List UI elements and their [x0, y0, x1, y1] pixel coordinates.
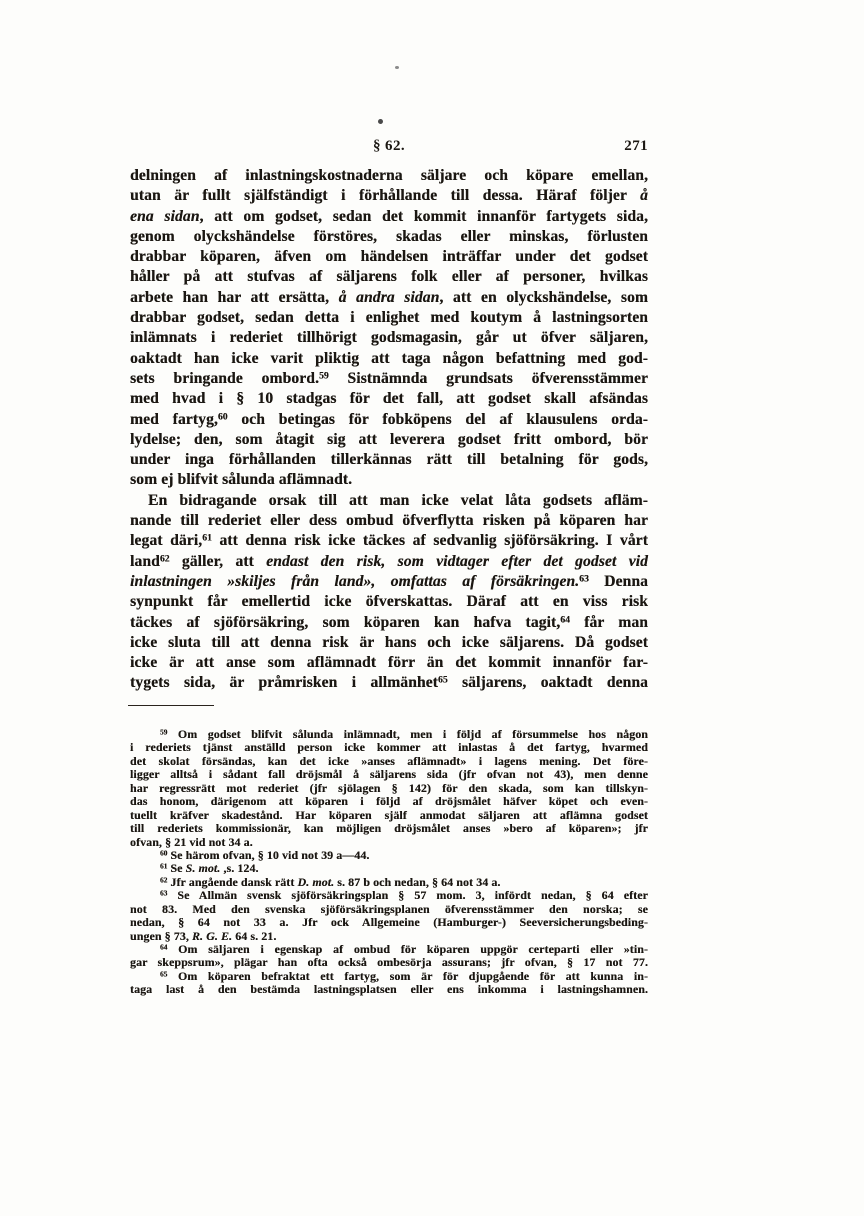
text-segment: gar skeppsrum», plägar han ofta också ombesörja assurans; jfr ofvan, § 17 not 77. [130, 955, 648, 970]
text-segment: taga last å den bestämda lastningsplatsen eller ens inkomma i lastningshamnen. [130, 982, 648, 997]
text-segment: säljarens, oaktadt denna [447, 674, 648, 692]
text-segment: tygets sida, är pråmrisken i allmänhet [130, 674, 438, 692]
page-number: 271 [624, 138, 648, 154]
footnote-ref: 61 [202, 533, 212, 544]
footnote-ref: 63 [160, 888, 168, 898]
footnote-ref: 62 [159, 553, 170, 565]
text-segment: oaktadt han icke varit pliktig att taga någon befattning med god- [130, 349, 648, 367]
footnote-ref: 62 [160, 875, 168, 885]
text-line [130, 491, 648, 511]
text-line [130, 207, 648, 227]
text-segment: med hvad i § 10 stadgas för det fall, att godset skall afsändas [130, 390, 648, 408]
text-line [130, 782, 648, 795]
text-segment: Jfr angående dansk rätt [167, 874, 298, 889]
text-line [130, 795, 648, 808]
text-segment: under inga förhållanden tillerkännas rätt till betalning för gods, [130, 451, 648, 469]
text-line [130, 328, 648, 348]
text-line [130, 956, 648, 969]
page-header [130, 138, 648, 156]
text-segment: ofvan, § 21 vid not 34 a. [130, 834, 253, 849]
text-segment: som ej blifvit sålunda aflämnadt. [130, 471, 353, 489]
text-segment: S. mot. [185, 861, 221, 876]
text-segment: drabbar godset, sedan detta i enlighet med koutym å lastningsorten [130, 309, 648, 327]
text-segment: Se härom ofvan, § 10 vid not 39 a—44. [167, 847, 370, 862]
text-segment: ena sidan [130, 207, 200, 225]
text-line [130, 822, 648, 835]
text-line [130, 430, 648, 450]
footnote-ref: 64 [560, 614, 570, 626]
text-segment: det skolat försändas, kan det icke »anses aflämnadt» i lagens mening. Det före- [130, 753, 648, 768]
text-line [130, 288, 648, 308]
text-line [130, 876, 648, 889]
text-segment: inlastningen »skiljes från land», omfattas af försäkringen. [130, 572, 580, 590]
paragraph [130, 166, 648, 491]
footnote [130, 943, 648, 970]
footnote-ref: 61 [160, 862, 168, 872]
text-line [130, 572, 648, 592]
text-segment: å andra sidan [338, 288, 440, 306]
text-line [130, 410, 648, 430]
text-segment: håller på att stufvas af säljarens folk eller af personer, hvilkas [130, 268, 648, 286]
text-segment: lydelse; den, som åtagit sig att leverera godset fritt ombord, bör [130, 430, 648, 448]
text-line [130, 369, 648, 389]
footnote [130, 849, 648, 862]
footnote-ref: 59 [319, 370, 329, 382]
text-segment: drabbar köparen, äfven om händelsen inträffar under det godset [130, 248, 648, 266]
paragraph [130, 491, 648, 694]
text-segment: å [640, 187, 648, 205]
text-segment: Se Allmän svensk sjöförsäkringsplan § 57 mom. 3, infördt nedan, § 64 efter [167, 888, 648, 903]
text-segment: arbete han har att ersätta, [130, 288, 339, 306]
text-line [130, 809, 648, 822]
text-line [130, 755, 648, 768]
text-segment: att denna risk icke täckes af sedvanlig sjöförsäkring. I vårt [211, 532, 648, 550]
text-segment: land [130, 552, 160, 570]
text-segment: En bidragande orsak till att man icke velat låta godsets afläm- [148, 491, 648, 509]
text-segment: Om säljaren i egenskap af ombud för köparen uppgör certeparti eller »tin- [167, 942, 648, 956]
text-segment: Om godset blifvit sålunda inlämnadt, men i följd af försummelse hos någon [167, 727, 648, 741]
text-segment: tuellt kräfver skadestånd. Har köparen själf anmodat säljaren att aflämna godset [130, 807, 648, 822]
text-segment: R. G. E. [192, 928, 233, 943]
text-line [130, 943, 648, 956]
text-line [130, 741, 648, 754]
text-line [130, 849, 648, 862]
footnote-ref: 65 [160, 969, 168, 979]
text-segment: Se [167, 861, 186, 876]
text-line [130, 308, 648, 328]
text-line [130, 653, 648, 673]
footnotes [130, 728, 648, 997]
text-line [130, 166, 648, 186]
text-segment: utan är fullt själfständigt i förhållande till dessa. Häraf följer [130, 187, 641, 205]
text-segment: D. mot. [297, 874, 335, 889]
text-segment: täckes af sjöförsäkring, som köparen kan hafva tagit, [130, 613, 561, 631]
footnote-separator [128, 705, 214, 706]
footnote-ref: 60 [217, 411, 228, 423]
text-segment: i rederiets tjänst anställd person icke kommer att inlastas å det fartyg, hvarmed [130, 740, 648, 755]
text-line [130, 930, 648, 943]
section-heading: § 62. [373, 138, 405, 154]
text-line [130, 862, 648, 875]
text-segment: sets bringande ombord. [130, 369, 319, 387]
text-segment: nedan, § 64 not 33 a. Jfr ock Allgemeine (Hamburger-) Seeversicherungsbeding- [130, 915, 648, 930]
text-line [130, 450, 648, 470]
footnote [130, 889, 648, 943]
text-segment: delningen af inlastningskostnaderna säljare och köpare emellan, [130, 167, 648, 184]
text-line [130, 592, 648, 612]
text-line [130, 227, 648, 247]
text-line [130, 728, 648, 741]
footnote [130, 862, 648, 875]
text-segment: ungen § 73, [130, 928, 192, 943]
text-segment: Denna [588, 572, 648, 590]
text-segment: not 83. Med den svenska sjöförsäkringsplanen öfverensstämmer den norska; se [130, 901, 648, 916]
text-line [130, 889, 648, 902]
text-line [130, 903, 648, 916]
text-segment: ligger alltså i sådant fall dröjsmål å säljarens sida (jfr ofvan not 43), men denne [130, 767, 648, 782]
text-segment: ,s. 124. [220, 861, 259, 876]
text-segment: icke är att anse som aflämnadt förr än det kommit innanför far- [130, 654, 648, 672]
footnote-ref: 65 [437, 675, 448, 687]
text-segment: legat däri, [130, 532, 203, 550]
text-line [130, 836, 648, 849]
text-line [130, 673, 648, 693]
text-segment: gäller, att [169, 552, 267, 570]
text-line [130, 983, 648, 996]
text-segment: och betingas för fobköpens del af klausulens orda- [227, 410, 649, 428]
text-segment: , att en olyckshändelse, som [439, 288, 648, 306]
text-line [130, 552, 648, 572]
text-segment: endast den risk, som vidtager efter det godset vid [266, 552, 649, 570]
text-line [130, 916, 648, 929]
footnote-ref: 64 [160, 942, 168, 952]
footnote-ref: 59 [160, 727, 168, 737]
text-line [130, 613, 648, 633]
text-line [130, 768, 648, 781]
text-segment: 64 s. 21. [232, 928, 277, 943]
text-segment: das honom, därigenom att köparen i följd af dröjsmålet häfver köpet och even- [130, 794, 648, 809]
footnote [130, 970, 648, 997]
text-line [130, 633, 648, 653]
footnote-ref: 63 [579, 573, 589, 585]
ink-speck [378, 119, 383, 124]
text-line [130, 470, 648, 490]
footnote-ref: 60 [160, 848, 168, 858]
text-line [130, 511, 648, 531]
footnote [130, 728, 648, 849]
text-line [130, 349, 648, 369]
text-line [130, 970, 648, 983]
text-segment: nande till rederiet eller dess ombud öfverflytta risken på köparen har [130, 512, 648, 530]
text-line [130, 389, 648, 409]
text-line [130, 267, 648, 287]
text-segment: synpunkt får emellertid icke öfverskattas. Däraf att en viss risk [130, 593, 648, 611]
body-text [130, 166, 648, 694]
text-segment: icke sluta till att denna risk är hans och icke säljarens. Då godset [130, 633, 648, 651]
ink-speck [395, 66, 399, 69]
text-segment: , att om godset, sedan det kommit innanför fartygets sida, [199, 207, 648, 225]
text-segment: Om köparen befraktat ett fartyg, som är för djupgående för att kunna in- [167, 968, 648, 983]
footnote [130, 876, 648, 889]
text-segment: till rederiets kommissionär, kan möjligen dröjsmålet anses »bero af köparen»; jfr [130, 821, 648, 836]
text-segment: s. 87 b och nedan, § 64 not 34 a. [334, 874, 501, 889]
text-segment: inlämnats i rederiet tillhörigt godsmagasin, går ut öfver säljaren, [130, 329, 648, 347]
text-line [130, 531, 648, 551]
text-segment: med fartyg, [130, 410, 218, 428]
text-line [130, 186, 648, 206]
text-line [130, 247, 648, 267]
text-segment: genom olyckshändelse förstöres, skadas eller minskas, förlusten [130, 227, 648, 245]
text-segment: har regressrätt mot rederiet (jfr sjölagen § 142) för den skada, som kan tillskyn- [130, 780, 648, 795]
text-segment: Sistnämnda grundsats öfverensstämmer [328, 369, 648, 387]
text-segment: får man [569, 613, 648, 631]
